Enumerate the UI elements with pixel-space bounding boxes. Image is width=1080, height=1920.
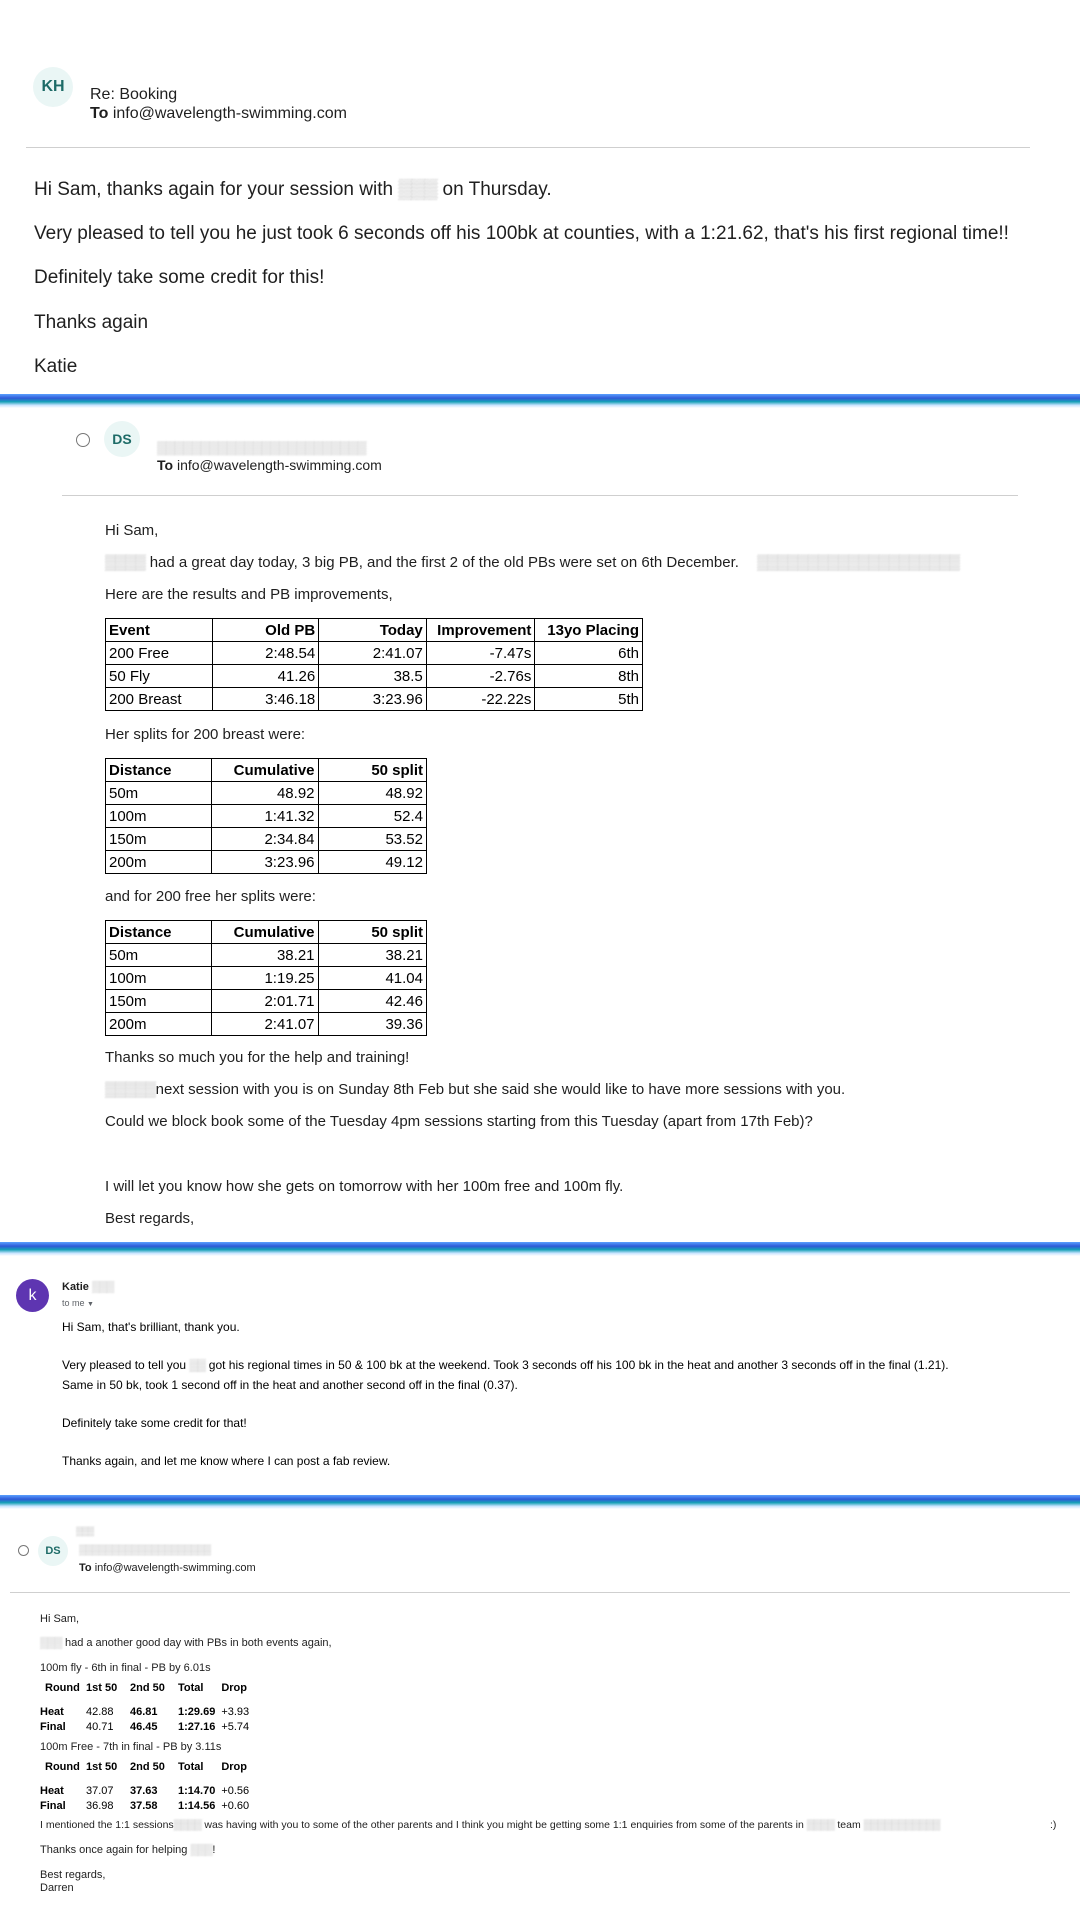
select-radio[interactable] — [76, 433, 90, 447]
sender-avatar[interactable]: DS — [38, 1536, 68, 1566]
table-row: 50m 38.21 38.21 — [106, 944, 427, 967]
redacted-name: ▒▒▒▒▒ — [105, 1081, 156, 1098]
table-row: 150m 2:34.84 53.52 — [106, 828, 427, 851]
table-row: Final 40.71 46.45 1:27.16 +5.74 — [40, 1720, 250, 1733]
mention-line: I mentioned the 1:1 sessions▒▒▒▒ was having with you to some of the other parents and I think you might be getting some 1:1 enquiries from some of the parents in ▒▒▒▒ team ▒▒▒▒▒▒▒▒▒▒▒ :) — [40, 1819, 1057, 1831]
to-label: To — [79, 1562, 92, 1574]
body-line-4: Definitely take some credit for that! — [62, 1416, 247, 1430]
body-line-1: Hi Sam, thanks again for your session with ▒▒▒ on Thursday. — [34, 179, 552, 200]
body-line-1: Hi Sam, that's brilliant, thank you. — [62, 1320, 240, 1334]
table-row: Heat 37.07 37.63 1:14.70 +0.56 — [40, 1784, 250, 1797]
header-divider — [62, 495, 1018, 496]
table-row: 200 Breast 3:46.18 3:23.96 -22.22s 5th — [106, 688, 643, 711]
table-row: Heat 42.88 46.81 1:29.69 +3.93 — [40, 1705, 250, 1718]
table-row: 200m 2:41.07 39.36 — [106, 1013, 427, 1036]
intro-line: ▒▒▒▒ had a great day today, 3 big PB, and the first 2 of the old PBs were set on 6th December. ▒▒▒▒▒▒▒▒▒▒▒▒▒▒▒▒▒▒▒▒ — [105, 554, 960, 571]
thanks-line: Thanks once again for helping ▒▒▒! — [40, 1844, 216, 1856]
header-divider — [10, 1592, 1070, 1593]
body-line-2: Very pleased to tell you he just took 6 seconds off his 100bk at counties, with a 1:21.62, that's his first regional time!! — [34, 223, 1009, 244]
redacted-name: ▒▒▒ — [190, 1844, 213, 1856]
closing: Best regards, — [105, 1210, 195, 1227]
screenshot-separator — [0, 394, 1080, 408]
table-row: 200m 3:23.96 49.12 — [106, 851, 427, 874]
recipient-line — [157, 457, 382, 473]
redacted-name: ▒▒▒▒ — [173, 1819, 202, 1831]
table-row: 100m 1:41.32 52.4 — [106, 805, 427, 828]
recipient-line — [79, 1562, 256, 1574]
table-row: 50 Fly 41.26 38.5 -2.76s 8th — [106, 665, 643, 688]
recipient-line — [90, 105, 347, 123]
thanks-line: Thanks so much you for the help and training! — [105, 1049, 410, 1066]
to-label: To — [157, 457, 174, 473]
tomorrow-line: I will let you know how she gets on tomorrow with her 100m free and 100m fly. — [105, 1178, 624, 1195]
body-line-2: Very pleased to tell you ▒▒ got his regional times in 50 & 100 bk at the weekend. Took 3 seconds off his 100 bk in the heat and another 3 seconds off in the final (1.21). — [62, 1358, 949, 1372]
sender-avatar[interactable]: k — [16, 1279, 49, 1312]
recipient-address[interactable]: info@wavelength-swimming.com — [176, 457, 382, 473]
redacted-name: ▒▒▒ — [40, 1637, 62, 1649]
free-results-table — [40, 1758, 261, 1813]
to-me-dropdown[interactable]: to me ▼ — [62, 1298, 94, 1308]
block-book-line: Could we block book some of the Tuesday 4pm sessions starting from this Tuesday (apart from 17th Feb)? — [105, 1113, 813, 1130]
closing: Best regards, — [40, 1869, 106, 1881]
signature: Katie — [34, 356, 78, 377]
free-title: 100m Free - 7th in final - PB by 3.11s — [40, 1741, 222, 1753]
table-header-row: Round 1st 50 2nd 50 Total Drop — [45, 1760, 247, 1773]
header-divider — [26, 147, 1030, 148]
sender-avatar[interactable]: DS — [104, 421, 140, 457]
screenshot-separator — [0, 1495, 1080, 1509]
redacted-sender: ▒▒▒▒▒▒▒▒▒▒▒▒▒▒▒▒▒▒▒▒ — [79, 1545, 211, 1556]
fly-results-table — [40, 1679, 261, 1734]
table-header-row: Round 1st 50 2nd 50 Total Drop — [45, 1681, 247, 1694]
redacted-name: ▒▒▒ — [398, 179, 438, 200]
sender-name-line: Katie ▒▒▒ — [62, 1281, 114, 1293]
select-radio[interactable] — [18, 1545, 29, 1556]
free-splits-table — [105, 920, 427, 1036]
intro-line: ▒▒▒ had a another good day with PBs in both events again, — [40, 1637, 332, 1649]
redacted-name: ▒▒▒▒ — [105, 554, 146, 571]
table-row: Final 36.98 37.58 1:14.56 +0.60 — [40, 1799, 250, 1812]
email-subject: Re: Booking — [90, 86, 178, 103]
free-splits-intro: and for 200 free her splits were: — [105, 888, 316, 905]
recipient-address[interactable]: info@wavelength-swimming.com — [94, 1562, 256, 1574]
redacted-sender-top: ▒▒▒ — [76, 1526, 94, 1536]
next-session-line: ▒▒▒▒▒next session with you is on Sunday 8th Feb but she said she would like to have more sessions with you. — [105, 1081, 846, 1098]
table-header-row: Distance Cumulative 50 split — [106, 921, 427, 944]
redacted-club: ▒▒▒▒ — [806, 1819, 835, 1831]
body-line-4: Thanks again — [34, 312, 149, 333]
greeting: Hi Sam, — [40, 1613, 80, 1625]
body-line-5: Thanks again, and let me know where I can post a fab review. — [62, 1454, 391, 1468]
results-intro: Here are the results and PB improvements, — [105, 586, 393, 603]
redacted-surname: ▒▒▒ — [91, 1281, 114, 1293]
table-row: 50m 48.92 48.92 — [106, 782, 427, 805]
table-row: 200 Free 2:48.54 2:41.07 -7.47s 6th — [106, 642, 643, 665]
to-label: To — [90, 105, 109, 122]
greeting: Hi Sam, — [105, 522, 159, 539]
results-table — [105, 618, 643, 711]
table-header-row: Event Old PB Today Improvement 13yo Placing — [106, 619, 643, 642]
table-header-row: Distance Cumulative 50 split — [106, 759, 427, 782]
breast-splits-table — [105, 758, 427, 874]
screenshot-separator — [0, 1242, 1080, 1256]
table-row: 100m 1:19.25 41.04 — [106, 967, 427, 990]
sender-avatar[interactable]: KH — [33, 67, 73, 107]
signature: Darren — [40, 1882, 74, 1894]
redacted-text: ▒▒▒▒▒▒▒▒▒▒▒▒▒▒▒▒▒▒▒▒ — [757, 554, 960, 571]
chevron-down-icon: ▼ — [87, 1301, 94, 1308]
fly-title: 100m fly - 6th in final - PB by 6.01s — [40, 1662, 211, 1674]
body-line-3: Same in 50 bk, took 1 second off in the heat and another second off in the final (0.37). — [62, 1378, 518, 1392]
recipient-address[interactable]: info@wavelength-swimming.com — [112, 105, 347, 122]
breast-splits-intro: Her splits for 200 breast were: — [105, 726, 306, 743]
redacted-text: ▒▒▒▒▒▒▒▒▒▒▒ — [863, 1819, 940, 1831]
body-line-3: Definitely take some credit for this! — [34, 267, 325, 288]
redacted-name: ▒▒ — [189, 1358, 206, 1372]
redacted-sender: ▒▒▒▒▒▒▒▒▒▒▒▒▒▒▒▒▒▒▒▒▒▒▒▒ — [157, 440, 367, 455]
table-row: 150m 2:01.71 42.46 — [106, 990, 427, 1013]
